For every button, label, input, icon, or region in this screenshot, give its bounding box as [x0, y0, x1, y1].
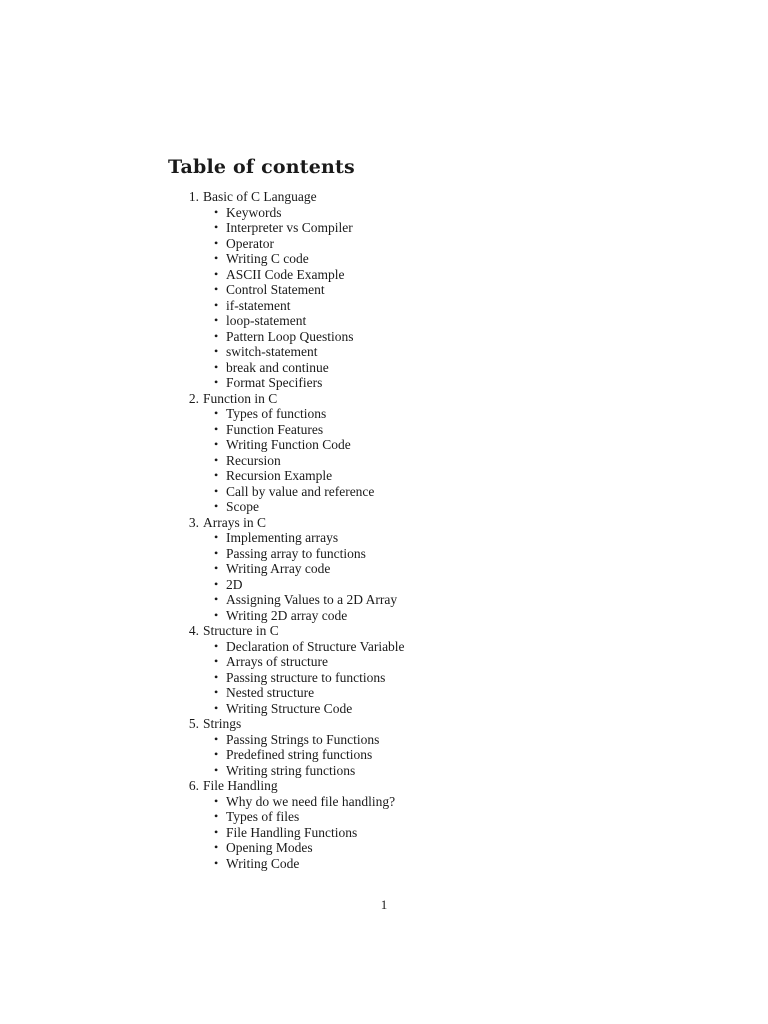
- subsection-title: Keywords: [226, 204, 282, 220]
- toc-subsection-list: [168, 530, 588, 623]
- subsection-title: Opening Modes: [226, 840, 313, 855]
- subsection-title: Why do we need file handling?: [226, 793, 396, 809]
- bullet-icon: •: [214, 421, 219, 436]
- subsection-title: File Handling Functions: [226, 824, 358, 840]
- toc-subsection-item: [168, 856, 588, 872]
- toc-subsection-list: [168, 794, 588, 872]
- section-title: Arrays in C: [203, 514, 266, 530]
- subsection-title: if-statement: [226, 297, 291, 313]
- toc-subsection-item: [168, 763, 588, 779]
- toc-subsection-item: [168, 747, 588, 763]
- subsection-title: Passing Strings to Functions: [226, 731, 380, 747]
- toc-subsection-item: [168, 639, 588, 655]
- toc-subsection-item: [168, 732, 588, 748]
- bullet-icon: •: [214, 607, 219, 622]
- subsection-title: break and continue: [226, 359, 329, 375]
- toc-subsection-item: [168, 499, 588, 515]
- section-title: Strings: [203, 716, 242, 731]
- toc-subsection-item: [168, 344, 588, 360]
- toc-subsection-item: [168, 360, 588, 376]
- bullet-icon: •: [214, 685, 219, 699]
- toc-subsection-item: [168, 313, 588, 329]
- bullet-icon: •: [214, 251, 219, 265]
- section-title: Basic of C Language: [203, 189, 317, 204]
- subsection-title: Control Statement: [226, 282, 325, 297]
- toc-subsection-item: [168, 468, 588, 484]
- bullet-icon: •: [214, 220, 219, 234]
- toc-subsection-item: [168, 484, 588, 500]
- toc-section-heading: [168, 778, 588, 794]
- toc-subsection-list: [168, 639, 588, 717]
- page-number: 1: [380, 897, 388, 912]
- bullet-icon: •: [214, 204, 219, 219]
- subsection-title: Writing Code: [226, 855, 300, 871]
- toc-subsection-item: [168, 236, 588, 252]
- toc-subsection-item: [168, 422, 588, 438]
- bullet-icon: •: [214, 840, 219, 854]
- bullet-icon: •: [214, 235, 219, 250]
- toc-subsection-item: [168, 685, 588, 701]
- bullet-icon: •: [214, 824, 219, 839]
- subsection-title: switch-statement: [226, 344, 318, 359]
- toc-section: [168, 778, 588, 871]
- bullet-icon: •: [214, 483, 219, 498]
- bullet-icon: •: [214, 344, 219, 358]
- section-number: 6 .: [168, 778, 199, 794]
- toc-subsection-item: [168, 437, 588, 453]
- subsection-title: Assigning Values to a 2D Array: [226, 592, 398, 607]
- subsection-title: Declaration of Structure Variable: [226, 638, 405, 654]
- subsection-title: Operator: [226, 235, 274, 251]
- subsection-title: 2D: [226, 576, 243, 592]
- bullet-icon: •: [214, 638, 219, 653]
- bullet-icon: •: [214, 530, 219, 544]
- toc-subsection-item: [168, 825, 588, 841]
- subsection-title: Predefined string functions: [226, 747, 373, 762]
- bullet-icon: •: [214, 561, 219, 575]
- subsection-title: Writing Structure Code: [226, 700, 353, 716]
- toc-section-heading: [168, 623, 588, 639]
- bullet-icon: •: [214, 654, 219, 668]
- bullet-icon: •: [214, 762, 219, 777]
- toc-subsection-item: [168, 282, 588, 298]
- subsection-title: Recursion: [226, 452, 281, 468]
- toc-subsection-item: [168, 406, 588, 422]
- bullet-icon: •: [214, 592, 219, 606]
- toc-subsection-item: [168, 298, 588, 314]
- subsection-title: Types of functions: [226, 406, 327, 421]
- section-title: Structure in C: [203, 623, 279, 638]
- bullet-icon: •: [214, 282, 219, 296]
- toc-subsection-list: [168, 732, 588, 779]
- toc-section-heading: [168, 716, 588, 732]
- toc-subsection-item: [168, 453, 588, 469]
- bullet-icon: •: [214, 731, 219, 746]
- subsection-title: Call by value and reference: [226, 483, 375, 499]
- toc-section-heading: [168, 189, 588, 205]
- toc-subsection-item: [168, 267, 588, 283]
- toc-subsection-item: [168, 530, 588, 546]
- subsection-title: Function Features: [226, 421, 324, 437]
- section-number: 1 .: [168, 189, 199, 205]
- toc-section: [168, 515, 588, 624]
- toc-subsection-item: [168, 561, 588, 577]
- toc-section-heading: [168, 391, 588, 407]
- bullet-icon: •: [214, 576, 219, 591]
- section-title: File Handling: [203, 778, 278, 793]
- bullet-icon: •: [214, 375, 219, 389]
- toc-subsection-item: [168, 546, 588, 562]
- toc-subsection-list: [168, 205, 588, 391]
- toc-subsection-item: [168, 205, 588, 221]
- toc-subsection-item: [168, 608, 588, 624]
- toc-subsection-item: [168, 592, 588, 608]
- toc-subsection-item: [168, 375, 588, 391]
- toc-subsection-item: [168, 840, 588, 856]
- subsection-title: Types of files: [226, 809, 300, 824]
- toc-subsection-item: [168, 329, 588, 345]
- toc-section: [168, 391, 588, 515]
- toc-section: [168, 716, 588, 778]
- section-number: 4 .: [168, 623, 199, 639]
- page-title: Table of contents: [168, 156, 355, 178]
- bullet-icon: •: [214, 468, 219, 482]
- bullet-icon: •: [214, 437, 219, 451]
- toc-section: [168, 189, 588, 391]
- bullet-icon: •: [214, 452, 219, 467]
- bullet-icon: •: [214, 793, 219, 808]
- toc-section: [168, 623, 588, 716]
- toc-subsection-item: [168, 654, 588, 670]
- bullet-icon: •: [214, 700, 219, 715]
- subsection-title: Interpreter vs Compiler: [226, 220, 353, 235]
- section-title: Function in C: [203, 390, 278, 406]
- section-number: 2 .: [168, 391, 199, 407]
- bullet-icon: •: [214, 266, 219, 281]
- bullet-icon: •: [214, 297, 219, 312]
- toc-subsection-item: [168, 809, 588, 825]
- subsection-title: Writing 2D array code: [226, 607, 348, 623]
- toc-subsection-item: [168, 220, 588, 236]
- toc-subsection-item: [168, 670, 588, 686]
- subsection-title: Implementing arrays: [226, 530, 339, 545]
- subsection-title: loop-statement: [226, 313, 307, 328]
- toc-subsection-list: [168, 406, 588, 515]
- subsection-title: Recursion Example: [226, 468, 333, 483]
- toc-subsection-item: [168, 701, 588, 717]
- toc-subsection-item: [168, 251, 588, 267]
- bullet-icon: •: [214, 855, 219, 870]
- bullet-icon: •: [214, 499, 219, 513]
- bullet-icon: •: [214, 313, 219, 327]
- toc-subsection-item: [168, 794, 588, 810]
- subsection-title: Nested structure: [226, 685, 315, 700]
- toc-subsection-item: [168, 577, 588, 593]
- bullet-icon: •: [214, 809, 219, 823]
- subsection-title: Pattern Loop Questions: [226, 328, 354, 344]
- subsection-title: ASCII Code Example: [226, 266, 345, 282]
- subsection-title: Writing Function Code: [226, 437, 351, 452]
- bullet-icon: •: [214, 545, 219, 560]
- bullet-icon: •: [214, 359, 219, 374]
- bullet-icon: •: [214, 747, 219, 761]
- subsection-title: Arrays of structure: [226, 654, 328, 669]
- table-of-contents: [168, 189, 588, 871]
- bullet-icon: •: [214, 406, 219, 420]
- subsection-title: Writing Array code: [226, 561, 331, 576]
- subsection-title: Passing array to functions: [226, 545, 366, 561]
- subsection-title: Passing structure to functions: [226, 669, 386, 685]
- bullet-icon: •: [214, 669, 219, 684]
- subsection-title: Scope: [226, 499, 259, 514]
- bullet-icon: •: [214, 328, 219, 343]
- subsection-title: Writing C code: [226, 251, 309, 266]
- section-number: 3 .: [168, 515, 199, 531]
- toc-section-heading: [168, 515, 588, 531]
- subsection-title: Writing string functions: [226, 762, 356, 778]
- section-number: 5 .: [168, 716, 199, 732]
- subsection-title: Format Specifiers: [226, 375, 323, 390]
